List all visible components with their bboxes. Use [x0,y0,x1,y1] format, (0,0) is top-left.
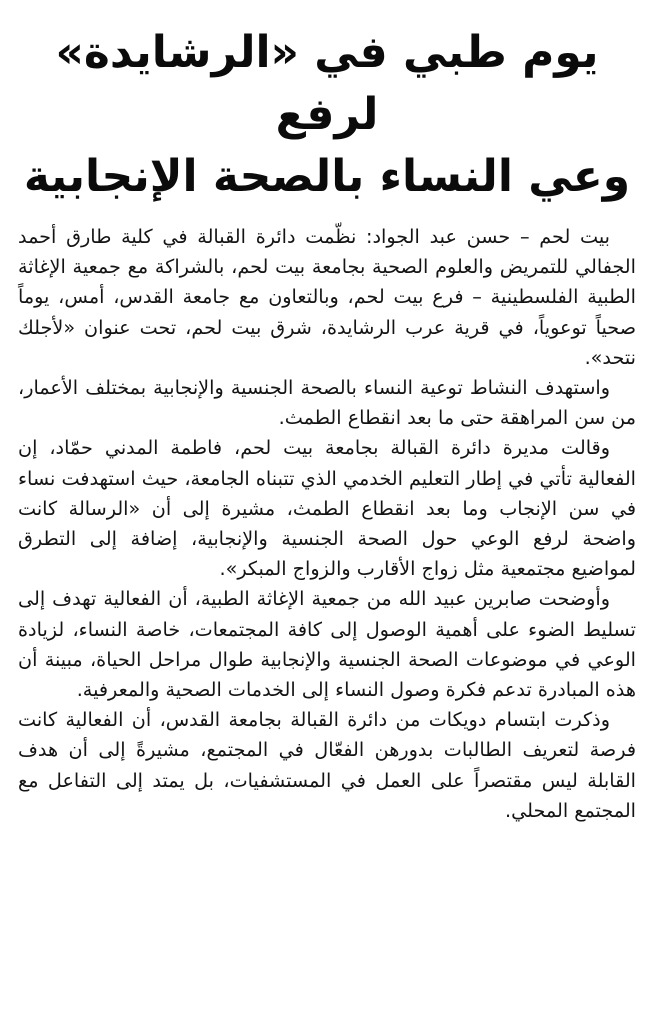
article-paragraph-3: وقالت مديرة دائرة القبالة بجامعة بيت لحم، فاطمة المدني حمّاد، إن الفعالية تأتي في إطار التعليم الخدمي الذي تتبناه الجامعة، حيث استهدفت نساء في سن الإنجاب وما بعد انقطاع الطمث، مشيرة إلى أن «الرسالة كانت واضحة لرفع الوعي حول الصحة الجنسية والإنجابية، إضافة إلى التطرق لمواضيع مجتمعية مثل زواج الأقارب والزواج المبكر». [18,436,636,581]
article-paragraph-1: بيت لحم – حسن عبد الجواد: نظّمت دائرة القبالة في كلية طارق أحمد الجفالي للتمريض والعلوم الصحية بجامعة بيت لحم، بالشراكة مع جمعية الإغاثة الطبية الفلسطينية – فرع بيت لحم، وبالتعاون مع جامعة القدس، أمس، يوماً صحياً توعوياً، في قرية عرب الرشايدة، شرق بيت لحم، تحت عنوان «لأجلك نتحد». [18,225,636,369]
article-paragraph-4: وأوضحت صابرين عبيد الله من جمعية الإغاثة الطبية، أن الفعالية تهدف إلى تسليط الضوء على أهمية الوصول إلى كافة المجتمعات، خاصة النساء، لزيادة الوعي في موضوعات الصحة الجنسية والإنجابية طوال مراحل الحياة، مبينة أن هذه المبادرة تدعم فكرة وصول النساء إلى الخدمات الصحية والمعرفية. [18,587,636,702]
article-paragraph-5: وذكرت ابتسام دويكات من دائرة القبالة بجامعة القدس، أن الفعالية كانت فرصة لتعريف الطالبات بدورهن الفعّال في المجتمع، مشيرةً إلى أن هدف القابلة ليس مقتصراً على العمل في المستشفيات، بل يمتد إلى التفاعل مع المجتمع المحلي. [18,708,636,822]
headline-line-2: وعي النساء بالصحة الإنجابية [23,151,631,202]
headline-line-1: يوم طبي في «الرشايدة» لرفع [55,27,599,140]
article-headline [18,22,636,208]
article-body [18,222,636,826]
article-paragraph-2: واستهدف النشاط توعية النساء بالصحة الجنسية والإنجابية بمختلف الأعمار، من سن المراهقة حتى ما بعد انقطاع الطمث. [18,376,636,430]
news-article [18,22,636,1014]
